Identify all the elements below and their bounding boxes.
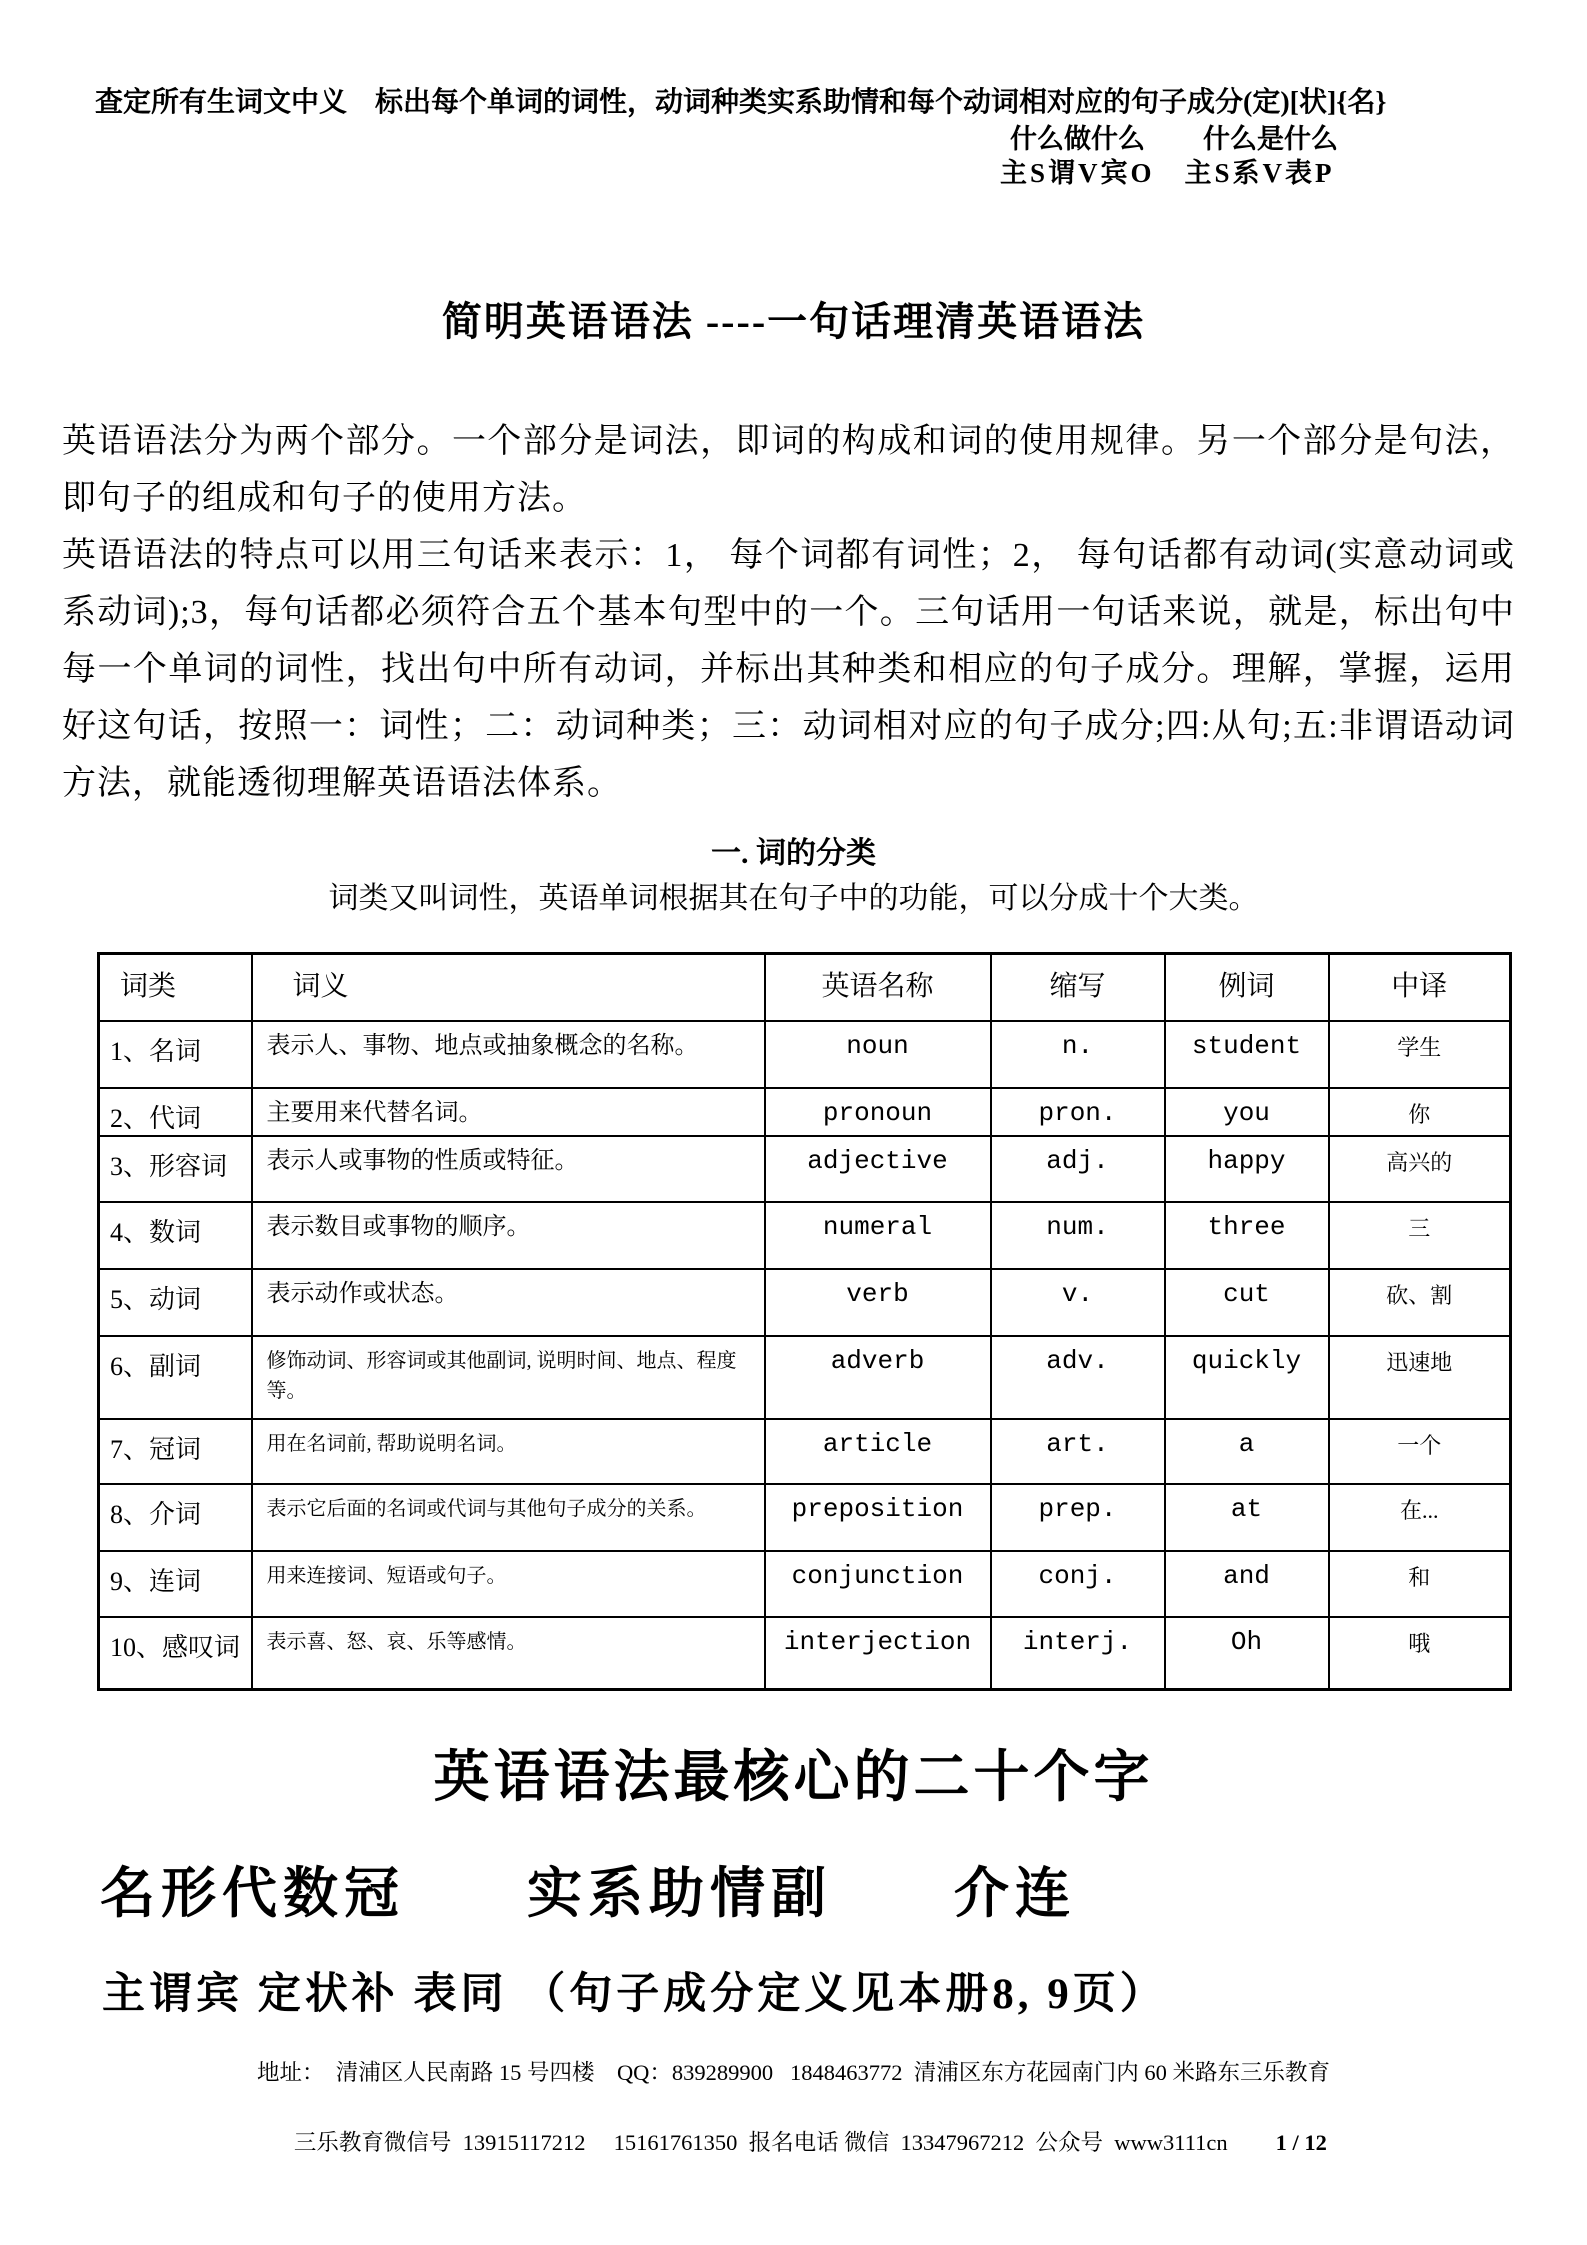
table-cell: 表示喜、怒、哀、乐等感情。 — [252, 1617, 765, 1690]
table-row — [99, 1551, 1511, 1617]
table-cell: 6、副词 — [99, 1336, 252, 1419]
table-cell: quickly — [1165, 1336, 1329, 1419]
table-cell: 和 — [1329, 1551, 1511, 1617]
top-annotation — [95, 0, 1527, 190]
table-cell: num. — [991, 1202, 1165, 1269]
table-cell: 表示人或事物的性质或特征。 — [252, 1136, 765, 1202]
table-cell: article — [765, 1419, 991, 1484]
page-number: 1 / 12 — [1275, 2130, 1327, 2155]
table-cell: 主要用来代替名词。 — [252, 1088, 765, 1136]
table-cell: 1、名词 — [99, 1021, 252, 1088]
table-cell: 7、冠词 — [99, 1419, 252, 1484]
table-cell: prep. — [991, 1484, 1165, 1551]
table-cell: 用在名词前, 帮助说明名词。 — [252, 1419, 765, 1484]
table-cell: 9、连词 — [99, 1551, 252, 1617]
table-body — [99, 1021, 1511, 1690]
col-header-example: 例词 — [1165, 954, 1329, 1021]
table-cell: interjection — [765, 1617, 991, 1690]
table-row — [99, 1021, 1511, 1088]
table-cell: interj. — [991, 1617, 1165, 1690]
annotation-line3-right: 主S系V表P — [1184, 158, 1335, 188]
table-header-row — [99, 954, 1511, 1021]
table-row — [99, 1269, 1511, 1336]
table-cell: 表示动作或状态。 — [252, 1269, 765, 1336]
section-heading: 一. 词的分类 — [711, 837, 876, 870]
table-cell: Oh — [1165, 1617, 1329, 1690]
table-row — [99, 1202, 1511, 1269]
table-cell: pron. — [991, 1088, 1165, 1136]
table-cell: adjective — [765, 1136, 991, 1202]
table-cell: 你 — [1329, 1088, 1511, 1136]
table-cell: 在... — [1329, 1484, 1511, 1551]
annotation-line2-right: 什么是什么 — [1203, 124, 1338, 154]
table-cell: n. — [991, 1021, 1165, 1088]
table-cell: verb — [765, 1269, 991, 1336]
table-cell: at — [1165, 1484, 1329, 1551]
table-cell: you — [1165, 1088, 1329, 1136]
page-title: 简明英语语法 ----一句话理清英语语法 — [441, 299, 1146, 344]
table-cell: 高兴的 — [1329, 1136, 1511, 1202]
table-cell: 表示数目或事物的顺序。 — [252, 1202, 765, 1269]
annotation-line3-left: 主S谓V宾O — [1000, 158, 1155, 188]
table-cell: conjunction — [765, 1551, 991, 1617]
table-cell: 哦 — [1329, 1617, 1511, 1690]
table-cell: 三 — [1329, 1202, 1511, 1269]
table-cell: 用来连接词、短语或句子。 — [252, 1551, 765, 1617]
annotation-line-3 — [1000, 156, 1527, 190]
intro-paragraph-2: 英语语法的特点可以用三句话来表示：1， 每个词都有词性；2， 每句话都有动词(实意动词或系动词);3，每句话都必须符合五个基本句型中的一个。三句话用一句话来说，就是，标出句中每一个单词的词性，找出句中所有动词，并标出其种类和相应的句子成分。理解，掌握，运用好这句话，按照一：词性；二：动词种类；三：动词相对应的句子成分;四:从句;五:非谓语动词方法，就能透彻理解英语语法体系。 — [62, 537, 1515, 802]
annotation-line-1: 查定所有生词文中义 标出每个单词的词性，动词种类实系助情和每个动词相对应的句子成分(定)[状]{名} — [95, 87, 1387, 118]
intro-paragraph-1: 英语语法分为两个部分。一个部分是词法，即词的构成和词的使用规律。另一个部分是句法，即句子的组成和句子的使用方法。 — [62, 423, 1515, 517]
table-cell: 10、感叹词 — [99, 1617, 252, 1690]
table-cell: cut — [1165, 1269, 1329, 1336]
table-cell: pronoun — [765, 1088, 991, 1136]
table-cell: happy — [1165, 1136, 1329, 1202]
table-cell: 表示它后面的名词或代词与其他句子成分的关系。 — [252, 1484, 765, 1551]
table-cell: a — [1165, 1419, 1329, 1484]
table-cell: adverb — [765, 1336, 991, 1419]
col-header-english-name: 英语名称 — [765, 954, 991, 1021]
col-header-word-class: 词类 — [99, 954, 252, 1021]
core-sentence-elements-line: 主谓宾 定状补 表同 （句子成分定义见本册8, 9页） — [102, 1971, 1167, 2018]
annotation-line2-left: 什么做什么 — [1010, 124, 1145, 154]
table-cell: 一个 — [1329, 1419, 1511, 1484]
intro-section — [62, 413, 1515, 812]
table-cell: noun — [765, 1021, 991, 1088]
col-header-meaning: 词义 — [252, 954, 765, 1021]
table-cell: conj. — [991, 1551, 1165, 1617]
section-subtitle: 词类又叫词性，英语单词根据其在句子中的功能，可以分成十个大类。 — [328, 882, 1259, 915]
table-cell: adj. — [991, 1136, 1165, 1202]
table-cell: 8、介词 — [99, 1484, 252, 1551]
table-row — [99, 1136, 1511, 1202]
core-word-classes-line: 名形代数冠 实系助情副 介连 — [100, 1863, 1077, 1924]
footer-address-line: 地址： 清浦区人民南路 15 号四楼 QQ：839289900 1848463772 清浦区东方花园南门内 60 米路东三乐教育 — [256, 2060, 1331, 2085]
table-cell: art. — [991, 1419, 1165, 1484]
table-cell: preposition — [765, 1484, 991, 1551]
table-header — [99, 954, 1511, 1021]
footer-contact-line — [0, 2090, 1587, 2195]
table-row — [99, 1617, 1511, 1690]
table-cell: 修饰动词、形容词或其他副词, 说明时间、地点、程度等。 — [252, 1336, 765, 1419]
table-cell: three — [1165, 1202, 1329, 1269]
annotation-line-2 — [1010, 122, 1527, 156]
table-row — [99, 1484, 1511, 1551]
core-twenty-chars-title: 英语语法最核心的二十个字 — [433, 1747, 1154, 1809]
table-row — [99, 1419, 1511, 1484]
table-cell: 迅速地 — [1329, 1336, 1511, 1419]
table-row — [99, 1336, 1511, 1419]
table-cell: adv. — [991, 1336, 1165, 1419]
table-cell: 学生 — [1329, 1021, 1511, 1088]
col-header-abbreviation: 缩写 — [991, 954, 1165, 1021]
table-cell: 3、形容词 — [99, 1136, 252, 1202]
table-cell: 5、动词 — [99, 1269, 252, 1336]
col-header-chinese: 中译 — [1329, 954, 1511, 1021]
table-cell: v. — [991, 1269, 1165, 1336]
table-cell: numeral — [765, 1202, 991, 1269]
page-footer — [0, 2055, 1587, 2195]
footer-contact-text: 三乐教育微信号 13915117212 15161761350 报名电话 微信 13347967212 公众号 www3111cn — [293, 2130, 1228, 2155]
table-cell: 砍、割 — [1329, 1269, 1511, 1336]
table-cell: 4、数词 — [99, 1202, 252, 1269]
parts-of-speech-table — [97, 952, 1512, 1691]
table-cell: 2、代词 — [99, 1088, 252, 1136]
table-cell: and — [1165, 1551, 1329, 1617]
table-cell: student — [1165, 1021, 1329, 1088]
table-row — [99, 1088, 1511, 1136]
table-cell: 表示人、事物、地点或抽象概念的名称。 — [252, 1021, 765, 1088]
